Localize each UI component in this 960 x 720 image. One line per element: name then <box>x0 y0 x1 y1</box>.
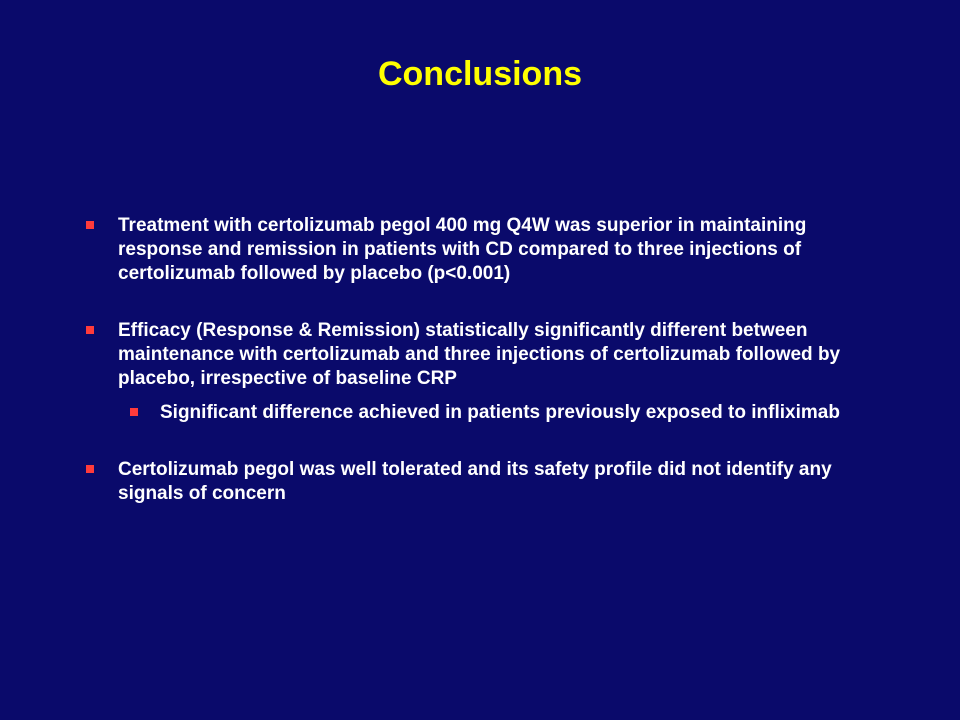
bullet-text: Treatment with certolizumab pegol 400 mg Q4W was superior in maintaining response and remission in patients with CD compared to three injections of certolizumab followed by placebo (p<0.001) <box>118 215 807 284</box>
bullet-item <box>86 319 886 391</box>
bullet-text: Efficacy (Response & Remission) statistically significantly different between maintenance with certolizumab and three injections of certolizumab followed by placebo, irrespective of baseline CRP <box>118 320 841 389</box>
sub-bullet-text: Significant difference achieved in patients previously exposed to infliximab <box>160 402 840 423</box>
square-bullet-icon <box>86 326 94 334</box>
bullet-item <box>86 214 886 286</box>
sub-bullet-item <box>130 401 886 425</box>
bullet-item <box>86 458 886 506</box>
slide-title: Conclusions <box>377 55 583 93</box>
square-bullet-icon <box>86 465 94 473</box>
square-bullet-icon <box>130 408 138 416</box>
bullet-list <box>86 214 886 506</box>
square-bullet-icon <box>86 221 94 229</box>
bullet-text: Certolizumab pegol was well tolerated and its safety profile did not identify any signals of concern <box>118 459 832 504</box>
